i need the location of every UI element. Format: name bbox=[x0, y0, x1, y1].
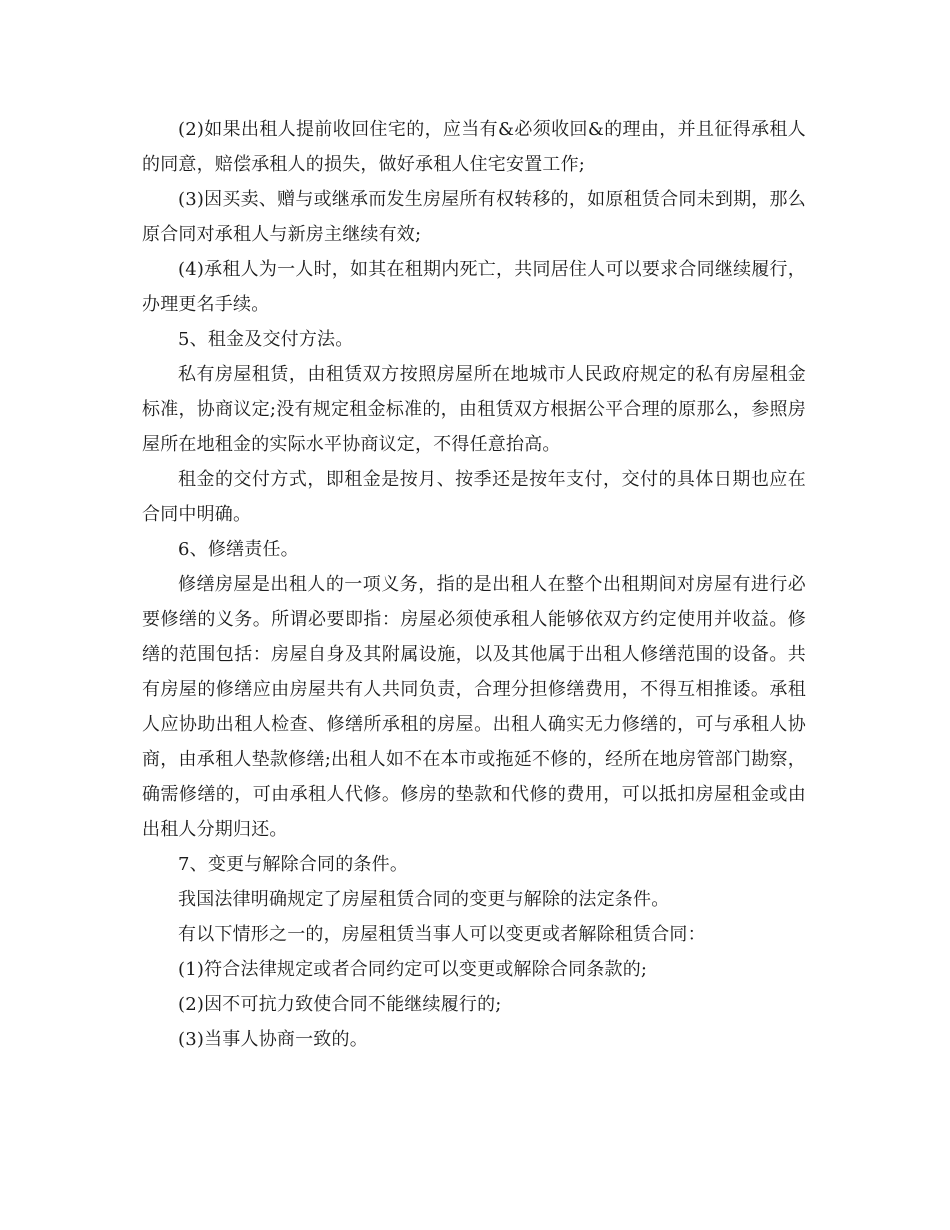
paragraph-repair-obligation: 修缮房屋是出租人的一项义务，指的是出租人在整个出租期间对房屋有进行必要修缮的义务。所谓必要即指：房屋必须使承租人能够依双方约定使用并收益。修缮的范围包括：房屋自身及其附属设施，以及其他属于出租人修缮范围的设备。共有房屋的修缮应由房屋共有人共同负责，合理分担修缮费用，不得互相推诿。承租人应协助出租人检查、修缮所承租的房屋。出租人确实无力修缮的，可与承租人协商，由承租人垫款修缮;出租人如不在本市或拖延不修的，经所在地房管部门勘察，确需修缮的，可由承租人代修。修房的垫款和代修的费用，可以抵扣房屋租金或由出租人分期归还。 bbox=[142, 574, 806, 840]
paragraph-landlord-early-recovery: (2)如果出租人提前收回住宅的，应当有&必须收回&的理由，并且征得承租人的同意，赔偿承租人的损失，做好承租人住宅安置工作; bbox=[142, 119, 806, 175]
paragraph-private-rent-standard: 私有房屋租赁，由租赁双方按照房屋所在地城市人民政府规定的私有房屋租金标准，协商议定;没有规定租金标准的，由租赁双方根据公平合理的原那么，参照房屋所在地租金的实际水平协商议定，不得任意抬高。 bbox=[142, 364, 806, 455]
heading-change-termination: 7、变更与解除合同的条件。 bbox=[178, 854, 409, 875]
paragraph-payment-method: 租金的交付方式，即租金是按月、按季还是按年支付，交付的具体日期也应在合同中明确。 bbox=[142, 469, 806, 525]
list-item-mutual-agreement: (3)当事人协商一致的。 bbox=[178, 1029, 368, 1050]
paragraph-circumstances-intro: 有以下情形之一的，房屋租赁当事人可以变更或者解除租赁合同： bbox=[178, 924, 706, 945]
heading-repair-responsibility: 6、修缮责任。 bbox=[178, 539, 299, 560]
paragraph-legal-conditions: 我国法律明确规定了房屋租赁合同的变更与解除的法定条件。 bbox=[178, 889, 670, 910]
paragraph-tenant-death: (4)承租人为一人时，如其在租期内死亡，共同居住人可以要求合同继续履行，办理更名手续。 bbox=[142, 259, 806, 315]
document-body bbox=[142, 112, 806, 1057]
paragraph-ownership-transfer: (3)因买卖、赠与或继承而发生房屋所有权转移的，如原租赁合同未到期，那么原合同对承租人与新房主继续有效; bbox=[142, 189, 806, 245]
list-item-legal-provision: (1)符合法律规定或者合同约定可以变更或解除合同条款的; bbox=[178, 959, 648, 980]
heading-rent-payment: 5、租金及交付方法。 bbox=[178, 329, 354, 350]
list-item-force-majeure: (2)因不可抗力致使合同不能继续履行的; bbox=[178, 994, 502, 1015]
